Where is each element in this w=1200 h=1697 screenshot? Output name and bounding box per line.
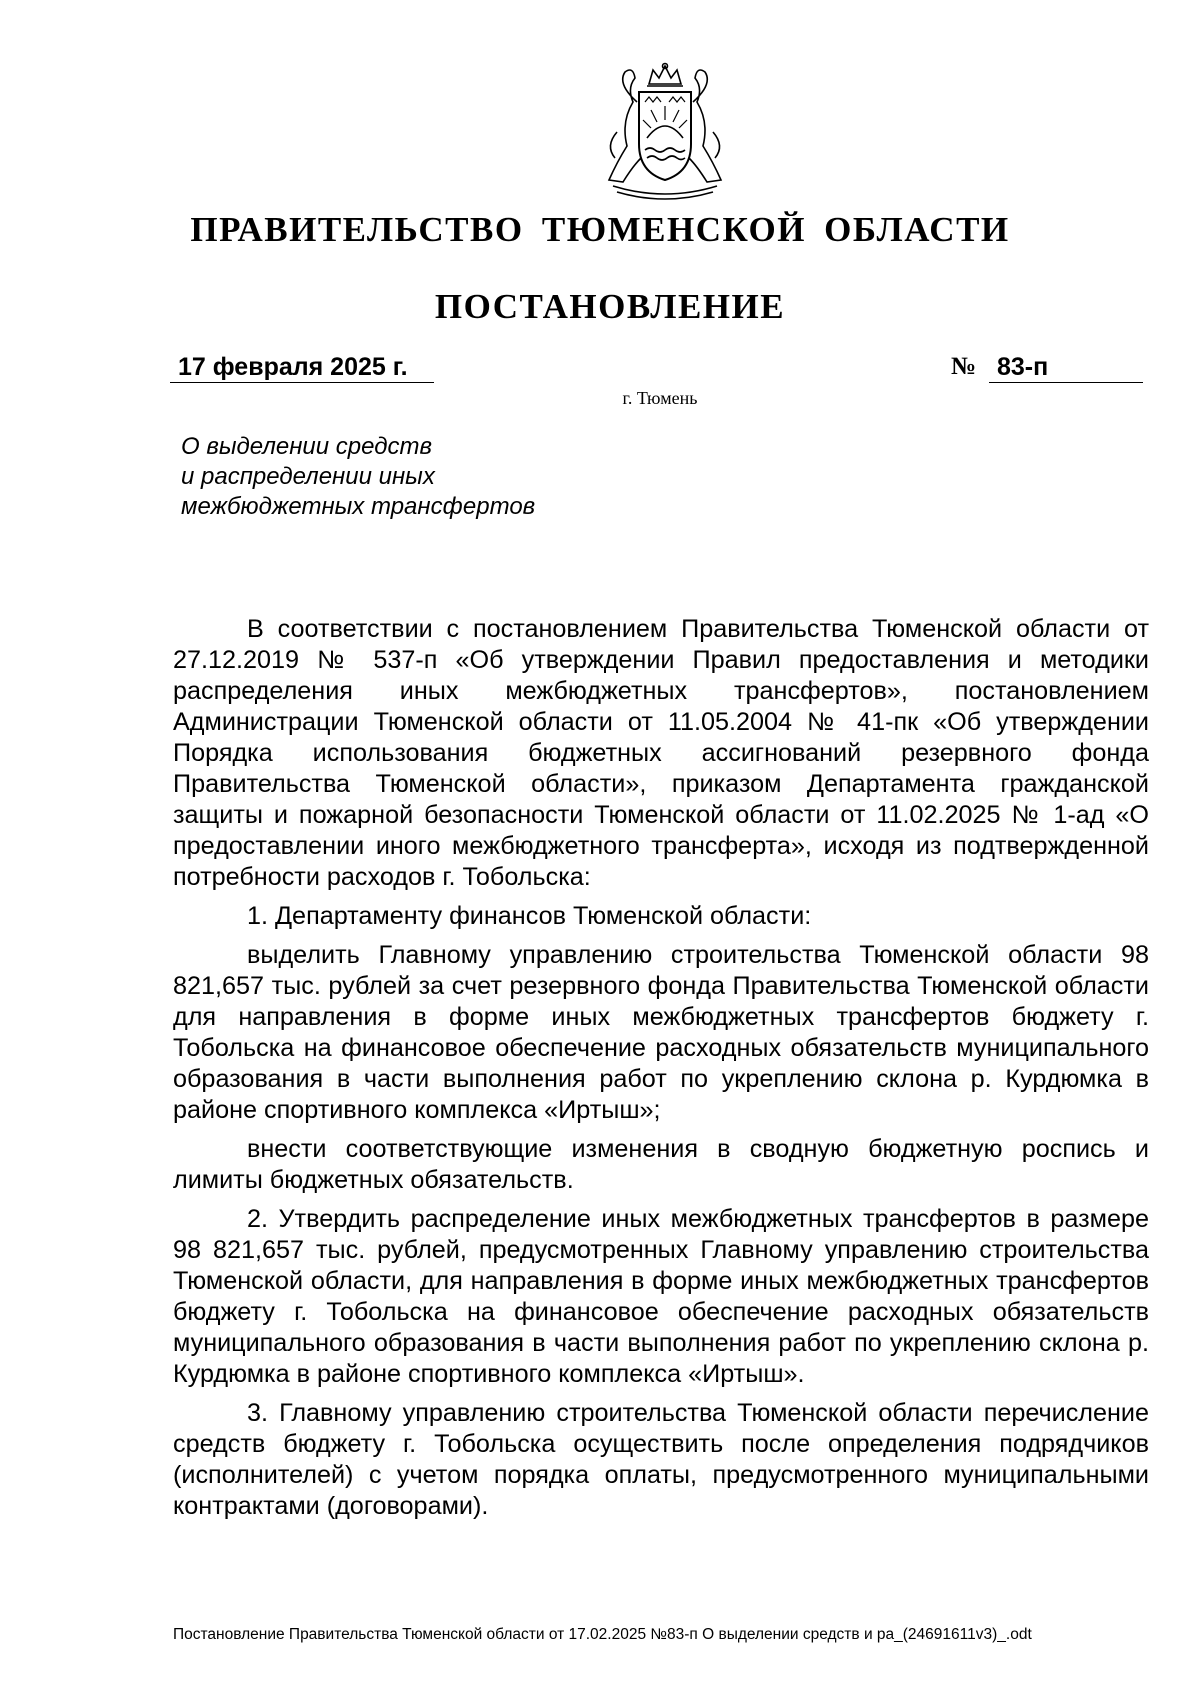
document-body: [173, 614, 1149, 1522]
page-footer: Постановление Правительства Тюменской области от 17.02.2025 №83-п О выделении средств и ра_(24691611v3)_.odt: [173, 1626, 1032, 1643]
document-number: 83-п: [997, 353, 1049, 381]
body-paragraph: 2. Утвердить распределение иных межбюджетных трансфертов в размере 98 821,657 тыс. рублей, предусмотренных Главному управлению строительства Тюменской области, для направления в форме иных межбюджетных трансфертов бюджету г. Тобольска на финансовое обеспечение расходных обязательств муниципального образования в части выполнения работ по укреплению склона р. Курдюмка в районе спортивного комплекса «Иртыш».: [173, 1205, 1149, 1388]
body-paragraph: 3. Главному управлению строительства Тюменской области перечисление средств бюджету г. Тобольска осуществить после определения подрядчиков (исполнителей) с учетом порядка оплаты, предусмотренного муниципальными контрактами (договорами).: [173, 1399, 1149, 1520]
document-type: ПОСТАНОВЛЕНИЕ: [434, 287, 786, 326]
body-paragraph: 1. Департаменту финансов Тюменской области:: [247, 902, 812, 930]
date-field: [170, 352, 434, 383]
document-subject: [181, 432, 681, 522]
organization-title: ПРАВИТЕЛЬСТВО ТЮМЕНСКОЙ ОБЛАСТИ: [190, 210, 1010, 249]
subject-line: межбюджетных трансфертов: [181, 493, 536, 520]
subject-line: и распределении иных: [181, 463, 435, 490]
city-label: г. Тюмень: [622, 388, 698, 408]
body-paragraph: внести соответствующие изменения в сводную бюджетную роспись и лимиты бюджетных обязательств.: [173, 1135, 1149, 1194]
number-sign: №: [951, 353, 977, 380]
body-paragraph: В соответствии с постановлением Правительства Тюменской области от 27.12.2019 № 537-п «Об утверждении Правил предоставления и методики распределения иных межбюджетных трансфертов», постановлением Администрации Тюменской области от 11.05.2004 № 41-пк «Об утверждении Порядка использования бюджетных ассигнований резервного фонда Правительства Тюменской области», приказом Департамента гражданской защиты и пожарной безопасности Тюменской области от 11.02.2025 № 1-ад «О предоставлении иного межбюджетного трансферта», исходя из подтвержденной потребности расходов г. Тобольска:: [173, 615, 1149, 891]
number-field: [989, 352, 1143, 383]
body-paragraph: выделить Главному управлению строительства Тюменской области 98 821,657 тыс. рублей за счет резервного фонда Правительства Тюменской области для направления в форме иных межбюджетных трансфертов бюджету г. Тобольска на финансовое обеспечение расходных обязательств муниципального образования в части выполнения работ по укреплению склона р. Курдюмка в районе спортивного комплекса «Иртыш»;: [173, 941, 1149, 1124]
tyumen-coat-of-arms-icon: [587, 62, 743, 202]
subject-line: О выделении средств: [181, 433, 433, 460]
document-date: 17 февраля 2025 г.: [178, 353, 408, 381]
